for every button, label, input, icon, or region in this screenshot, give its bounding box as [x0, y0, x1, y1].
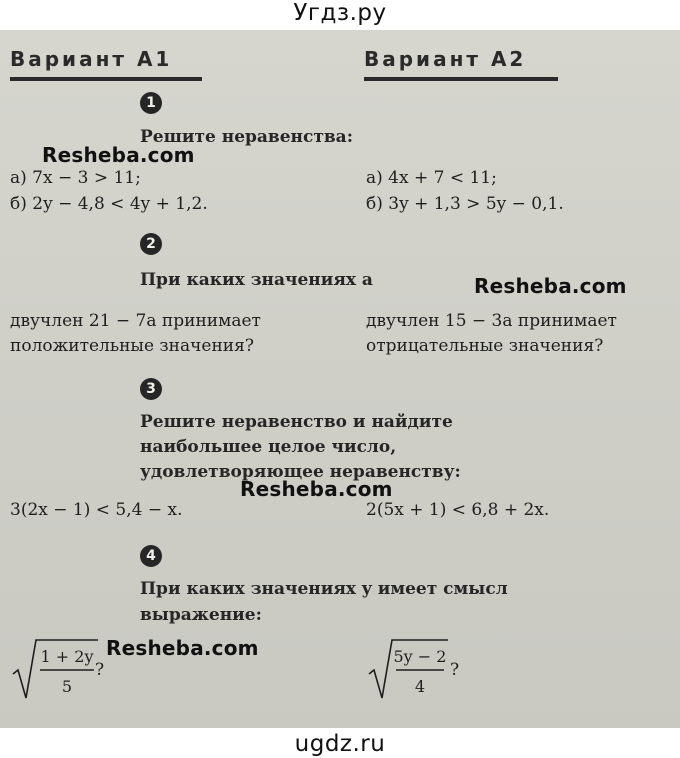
task-1-v2-b: б) 3y + 1,3 > 5y − 0,1. — [366, 194, 564, 214]
task-4-v2-question-mark: ? — [450, 660, 460, 680]
task-4-v2-denominator: 4 — [414, 677, 426, 696]
resheba-watermark-1: Resheba.com — [42, 143, 195, 167]
task-1-heading: Решите неравенства: — [140, 127, 353, 147]
bottom-site-watermark: ugdz.ru — [294, 731, 386, 757]
resheba-watermark-3: Resheba.com — [240, 477, 393, 501]
variant-a2-heading: Вариант А2 — [364, 47, 558, 81]
task-3-heading-line-3: удовлетворяющее неравенству: — [140, 462, 461, 482]
task-2-v2-line-1: двучлен 15 − 3a принимает — [366, 311, 617, 331]
task-2-v1-line-1: двучлен 21 − 7a принимает — [10, 311, 261, 331]
task-1-v1-a: а) 7x − 3 > 11; — [10, 168, 141, 188]
task-3-number-badge: 3 — [140, 378, 162, 400]
task-2-heading: При каких значениях a — [140, 270, 373, 290]
task-4-v2-sqrt-expression — [366, 636, 452, 702]
task-4-v1-sqrt-expression — [10, 636, 100, 702]
task-3-heading-line-2: наибольшее целое число, — [140, 437, 397, 457]
task-1-v1-b: б) 2y − 4,8 < 4y + 1,2. — [10, 194, 208, 214]
resheba-watermark-2: Resheba.com — [474, 274, 627, 298]
task-4-heading-line-2: выражение: — [140, 605, 262, 625]
task-3-v1-inequality: 3(2x − 1) < 5,4 − x. — [10, 500, 183, 520]
task-2-number-badge: 2 — [140, 233, 162, 255]
task-4-v1-numerator: 1 + 2y — [40, 647, 94, 666]
task-4-v1-question-mark: ? — [95, 660, 105, 680]
task-1-number-badge: 1 — [140, 92, 162, 114]
resheba-watermark-4: Resheba.com — [106, 636, 259, 660]
task-4-v2-numerator: 5y − 2 — [393, 647, 447, 666]
task-3-v2-inequality: 2(5x + 1) < 6,8 + 2x. — [366, 500, 550, 520]
task-1-v2-a: а) 4x + 7 < 11; — [366, 168, 497, 188]
task-4-heading-line-1: При каких значениях y имеет смысл — [140, 579, 508, 599]
variant-a1-heading: Вариант А1 — [10, 47, 202, 81]
task-4-number-badge: 4 — [140, 545, 162, 567]
task-2-v1-line-2: положительные значения? — [10, 336, 254, 356]
task-4-v1-denominator: 5 — [61, 677, 73, 696]
task-3-heading-line-1: Решите неравенство и найдите — [140, 412, 453, 432]
top-site-watermark: Угдз.ру — [293, 0, 387, 26]
task-2-v2-line-2: отрицательные значения? — [366, 336, 604, 356]
